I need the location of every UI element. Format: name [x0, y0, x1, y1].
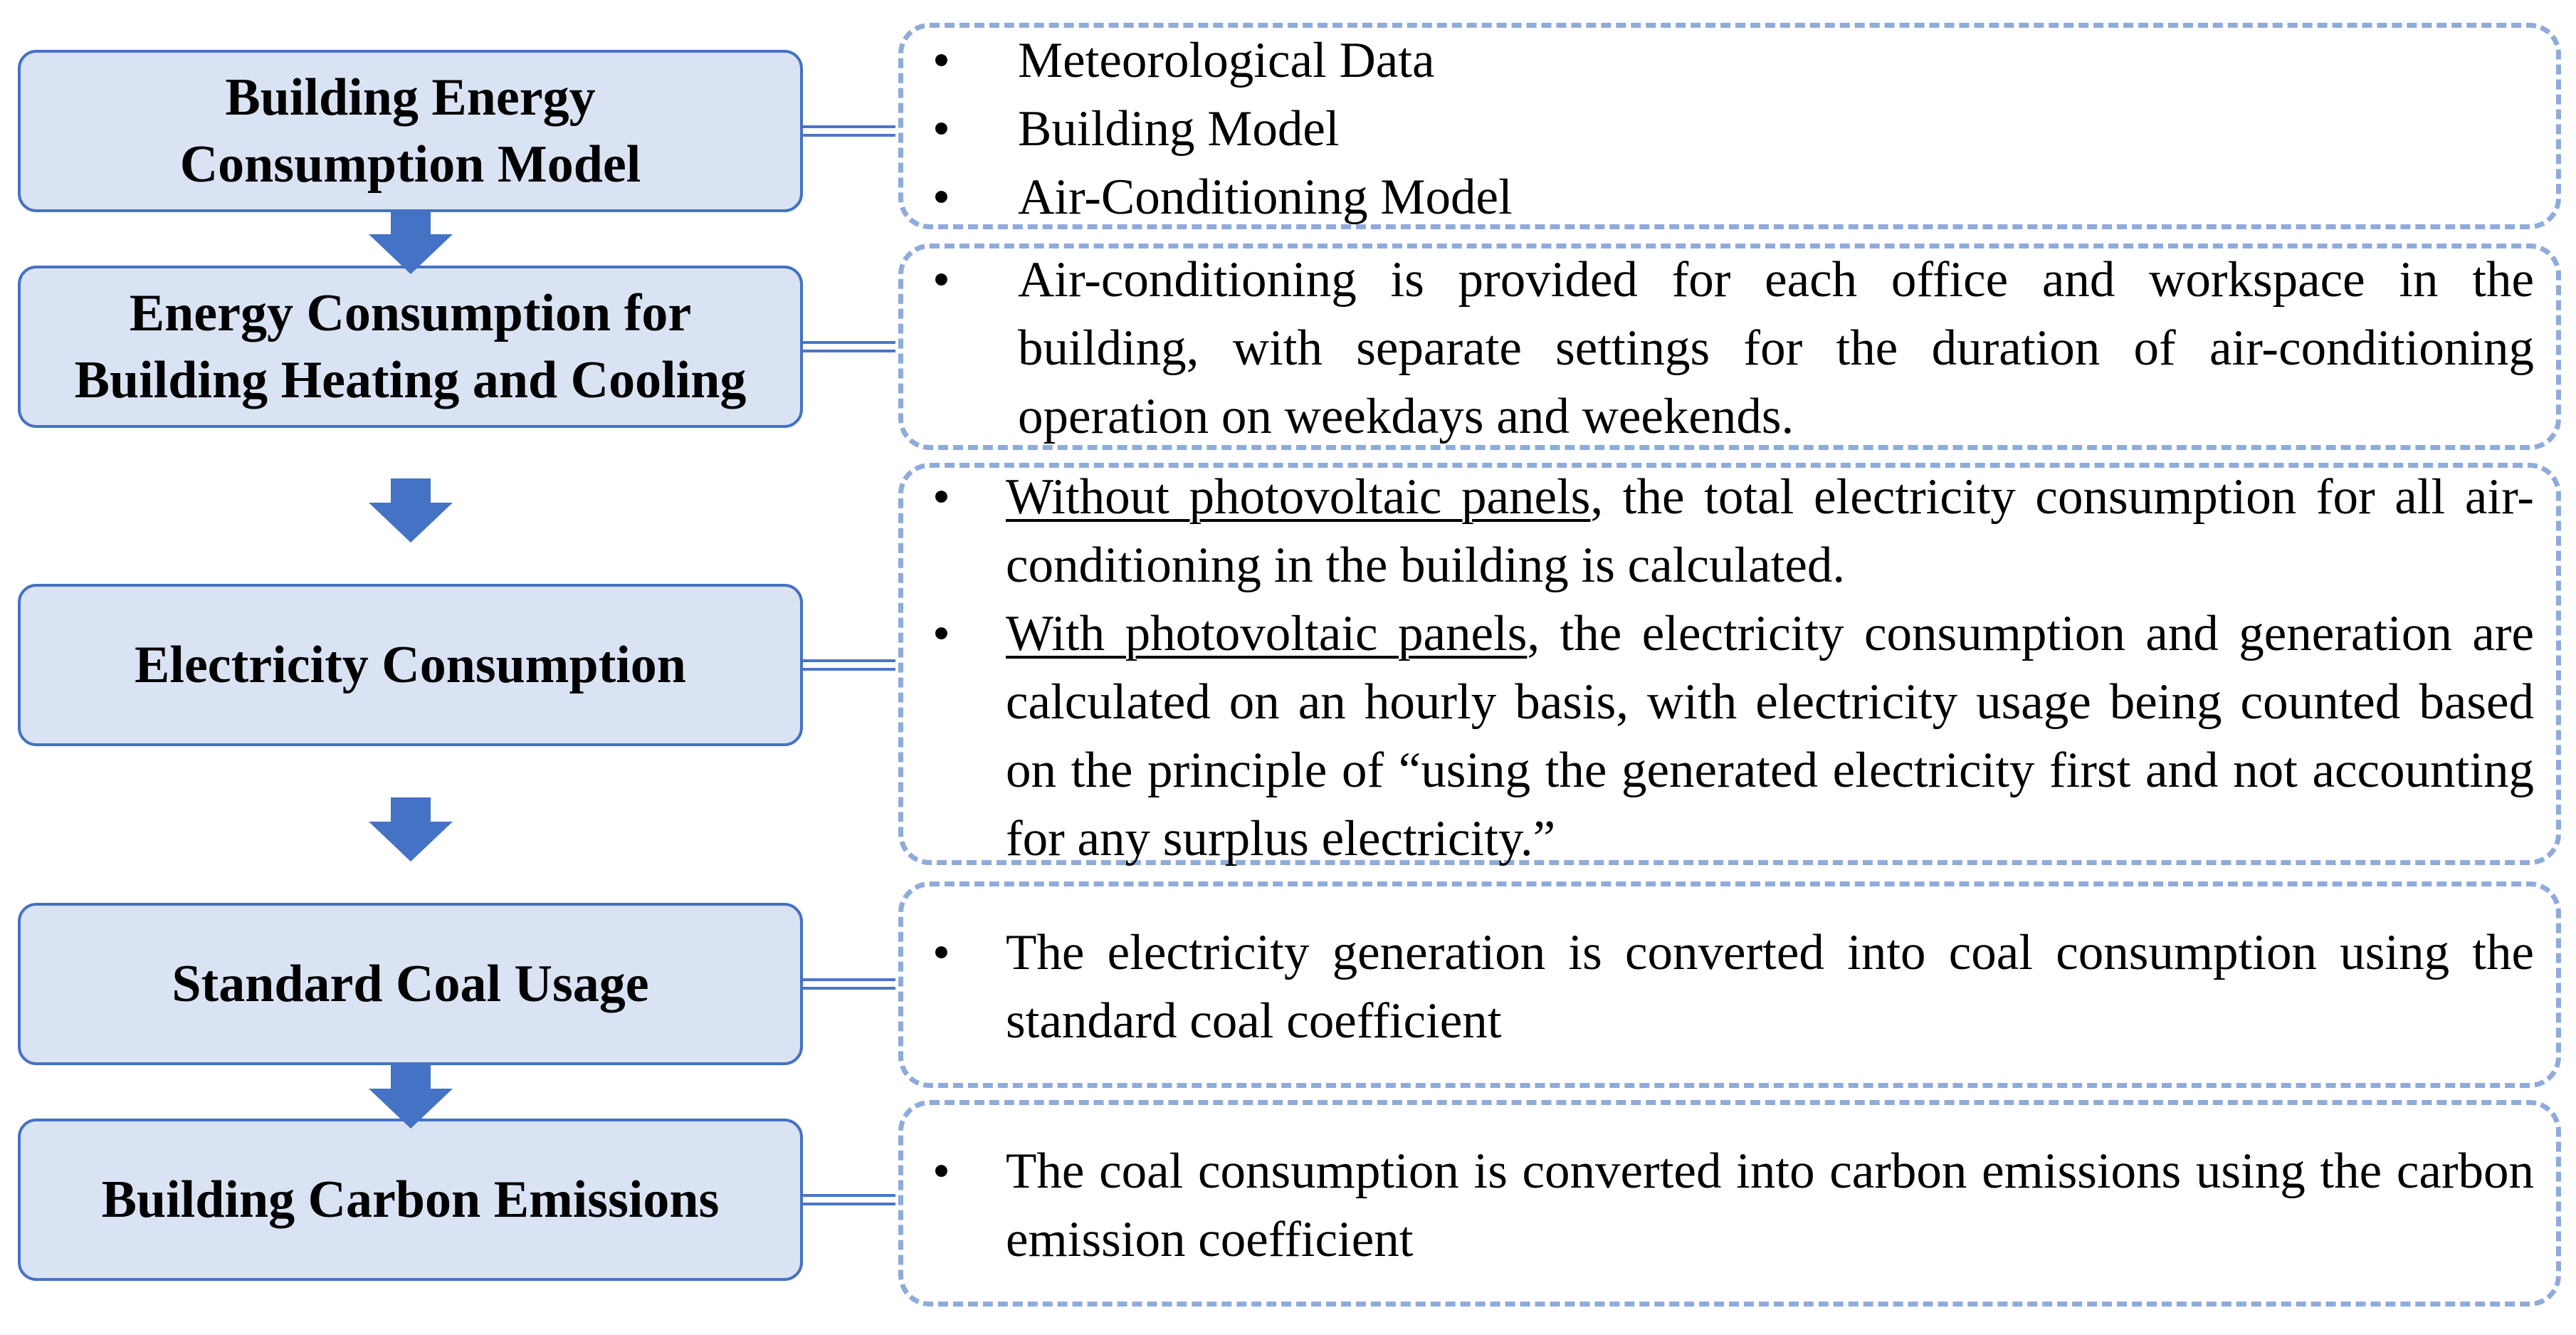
- note-list-heating-cooling: [925, 246, 2534, 451]
- step-standard-coal-usage: [18, 903, 803, 1065]
- bullet-icon: •: [932, 925, 950, 980]
- note-list-model: [925, 26, 2534, 231]
- note-list-carbon: [925, 1137, 2534, 1274]
- down-arrow-icon: [369, 797, 453, 862]
- underlined-condition: With photovoltaic panels: [1006, 606, 1528, 661]
- note-item: • Meteorological Data: [925, 26, 2534, 95]
- note-list-coal: [925, 918, 2534, 1055]
- step-label-line: Energy Consumption for: [129, 284, 692, 342]
- down-arrow-icon: [369, 210, 453, 274]
- note-item: • The coal consumption is converted into carbon emissions using the carbon emission coefficient: [925, 1137, 2534, 1274]
- step-building-energy-model: [18, 50, 803, 212]
- note-item: • Without photovoltaic panels, the total electricity consumption for all air-conditioning in the building is calculated.: [925, 463, 2534, 600]
- step-label-line: Consumption Model: [179, 135, 641, 194]
- down-arrow-icon: [369, 1064, 453, 1129]
- note-item: • The electricity generation is converted into coal consumption using the standard coal coefficient: [925, 918, 2534, 1055]
- bullet-icon: •: [932, 1143, 950, 1199]
- step-heating-cooling-consumption: [18, 266, 803, 428]
- step-label-line: Building Carbon Emissions: [101, 1171, 720, 1229]
- bullet-icon: •: [932, 252, 950, 308]
- connector-line: [803, 1194, 895, 1205]
- connector-line: [803, 978, 895, 990]
- step-label-line: Building Heating and Cooling: [74, 351, 747, 409]
- bullet-icon: •: [932, 101, 950, 157]
- connector-line: [803, 659, 895, 671]
- note-item: • Air-conditioning is provided for each office and workspace in the building, with separate settings for the duration of air-conditioning operation on weekdays and weekends.: [925, 246, 2534, 451]
- step-electricity-consumption: [18, 584, 803, 746]
- connector-line: [803, 125, 895, 137]
- step-building-carbon-emissions: [18, 1119, 803, 1281]
- step-label-line: Electricity Consumption: [135, 636, 686, 694]
- underlined-condition: Without photovoltaic panels: [1006, 469, 1591, 525]
- note-item: • Building Model: [925, 95, 2534, 163]
- step-label-line: Standard Coal Usage: [172, 955, 649, 1013]
- note-item: • Air-Conditioning Model: [925, 163, 2534, 231]
- bullet-icon: •: [932, 469, 950, 525]
- connector-line: [803, 341, 895, 352]
- down-arrow-icon: [369, 478, 453, 543]
- note-list-electricity: [925, 463, 2534, 873]
- bullet-icon: •: [932, 169, 950, 225]
- note-item: • With photovoltaic panels, the electricity consumption and generation are calculated on an hourly basis, with electricity usage being counted based on the principle of “using the generated electricity first and not accounting for any surplus electricity.”: [925, 600, 2534, 873]
- step-label-line: Building Energy: [225, 68, 596, 127]
- bullet-icon: •: [932, 606, 950, 661]
- bullet-icon: •: [932, 33, 950, 88]
